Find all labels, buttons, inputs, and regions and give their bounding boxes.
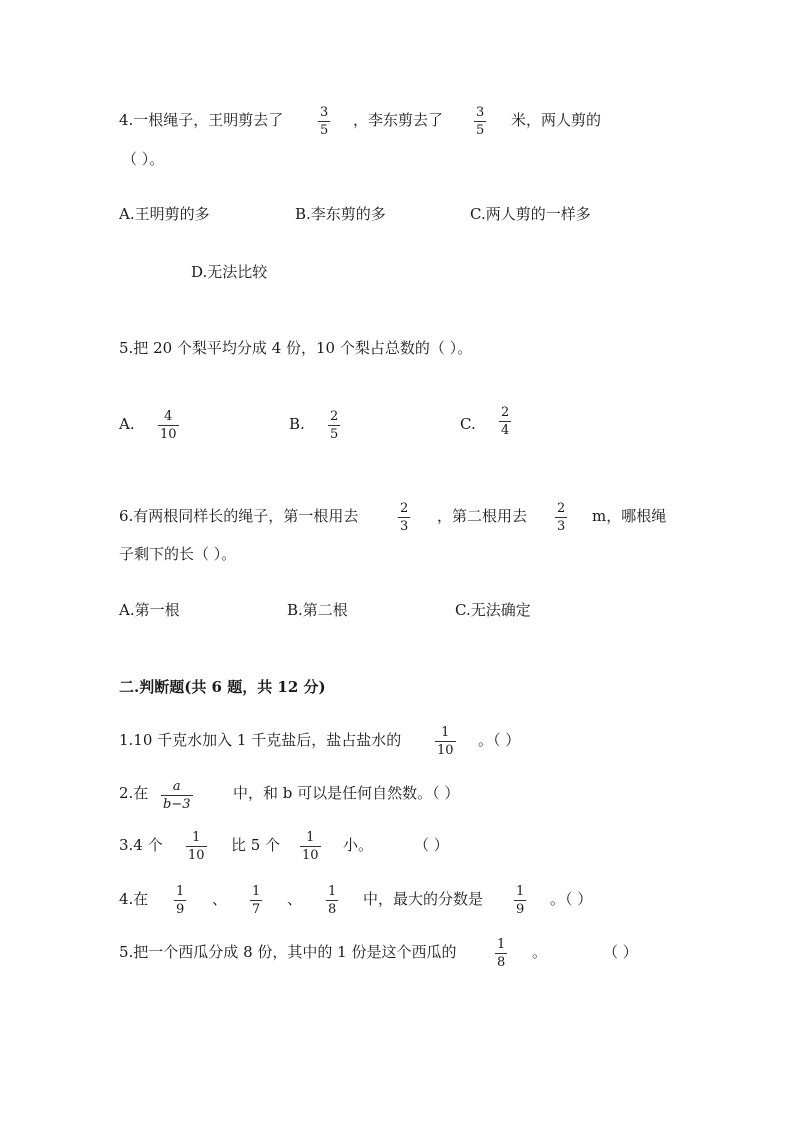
q5-option-a-fraction — [158, 410, 179, 441]
q5-option-b-fraction — [328, 410, 340, 441]
judge-1-text-b: 。（ ） — [478, 731, 521, 749]
frac-numerator: 1 — [497, 937, 506, 952]
frac-denominator: b−3 — [163, 797, 191, 812]
frac-numerator: 3 — [320, 105, 329, 120]
frac-numerator: 1 — [328, 884, 337, 899]
frac-numerator: 2 — [557, 501, 566, 516]
q6-fraction-2 — [555, 502, 567, 533]
frac-denominator: 8 — [497, 955, 506, 970]
frac-denominator: 10 — [437, 743, 454, 758]
judge-5-fraction — [495, 938, 507, 969]
q6-option-b: B.第二根 — [287, 601, 348, 619]
judge-2-fraction — [161, 780, 193, 811]
q4-answer-blank: （ ）。 — [122, 150, 165, 168]
frac-denominator: 4 — [501, 423, 510, 438]
frac-denominator: 3 — [557, 519, 566, 534]
judge-4-fraction-4 — [514, 885, 526, 916]
frac-denominator: 10 — [160, 427, 177, 442]
judge-2-text-a: 2.在 — [119, 784, 149, 802]
q5-option-c-fraction — [499, 406, 511, 437]
frac-numerator: 2 — [330, 409, 339, 424]
judge-5-text-a: 5.把一个西瓜分成 8 份，其中的 1 份是这个西瓜的 — [119, 943, 457, 961]
frac-numerator: a — [172, 779, 181, 794]
section-2-title: 二.判断题(共 6 题，共 12 分) — [119, 678, 326, 696]
frac-denominator: 8 — [328, 902, 337, 917]
judge-4-fraction-3 — [326, 885, 338, 916]
judge-4-separator-1: 、 — [212, 890, 228, 908]
frac-denominator: 9 — [176, 902, 185, 917]
frac-numerator: 1 — [192, 830, 201, 845]
q6-option-c: C.无法确定 — [455, 601, 531, 619]
q4-text-b: ，李东剪去了 — [353, 111, 444, 129]
frac-numerator: 2 — [501, 405, 510, 420]
judge-1-text-a: 1.10 千克水加入 1 千克盐后，盐占盐水的 — [119, 731, 402, 749]
judge-4-text-c: 。（ ） — [550, 890, 593, 908]
q6-text-b: ，第二根用去 — [437, 507, 528, 525]
frac-denominator: 9 — [516, 902, 525, 917]
q6-option-a: A.第一根 — [119, 601, 180, 619]
frac-denominator: 5 — [330, 427, 339, 442]
frac-denominator: 5 — [476, 123, 485, 138]
frac-denominator: 10 — [188, 848, 205, 863]
frac-denominator: 3 — [400, 519, 409, 534]
frac-denominator: 10 — [302, 848, 319, 863]
judge-2-text-b: 中，和 b 可以是任何自然数。（ ） — [233, 784, 460, 802]
judge-5-text-c: （ ） — [603, 943, 638, 961]
frac-numerator: 3 — [476, 105, 485, 120]
frac-numerator: 2 — [400, 501, 409, 516]
judge-4-text-b: 中，最大的分数是 — [363, 890, 484, 908]
q4-text-c: 米，两人剪的 — [511, 111, 602, 129]
frac-numerator: 4 — [164, 409, 173, 424]
q6-text-d: 子剩下的长（ ）。 — [119, 545, 237, 563]
frac-denominator: 7 — [252, 902, 261, 917]
q4-option-d: D.无法比较 — [191, 263, 268, 281]
frac-numerator: 1 — [252, 884, 261, 899]
q4-option-a: A.王明剪的多 — [119, 205, 210, 223]
judge-4-fraction-2 — [250, 885, 262, 916]
frac-numerator: 1 — [306, 830, 315, 845]
judge-3-text-b: 比 5 个 — [231, 836, 281, 854]
q4-option-b: B.李东剪的多 — [295, 205, 386, 223]
q4-fraction-2 — [474, 106, 486, 137]
judge-3-text-d: （ ） — [414, 836, 449, 854]
frac-numerator: 1 — [516, 884, 525, 899]
judge-3-fraction-1 — [186, 831, 207, 862]
judge-4-text-a: 4.在 — [119, 890, 149, 908]
q4-fraction-1 — [318, 106, 330, 137]
q6-text-c: m，哪根绳 — [592, 507, 667, 525]
q5-option-a-label: A. — [119, 415, 135, 433]
q5-option-b-label: B. — [289, 415, 305, 433]
q6-fraction-1 — [398, 502, 410, 533]
judge-4-fraction-1 — [174, 885, 186, 916]
judge-4-separator-2: 、 — [287, 890, 303, 908]
q5-option-c-label: C. — [460, 415, 476, 433]
judge-3-text-a: 3.4 个 — [119, 836, 163, 854]
q5-text: 5.把 20 个梨平均分成 4 份，10 个梨占总数的（ ）。 — [119, 339, 473, 357]
q6-text-a: 6.有两根同样长的绳子，第一根用去 — [119, 507, 359, 525]
judge-1-fraction — [435, 726, 456, 757]
frac-numerator: 1 — [176, 884, 185, 899]
judge-5-text-b: 。 — [532, 943, 548, 961]
frac-numerator: 1 — [441, 725, 450, 740]
q4-option-c: C.两人剪的一样多 — [470, 205, 591, 223]
judge-3-text-c: 小。 — [343, 836, 374, 854]
judge-3-fraction-2 — [300, 831, 321, 862]
q4-text-a: 4.一根绳子，王明剪去了 — [119, 111, 284, 129]
frac-denominator: 5 — [320, 123, 329, 138]
